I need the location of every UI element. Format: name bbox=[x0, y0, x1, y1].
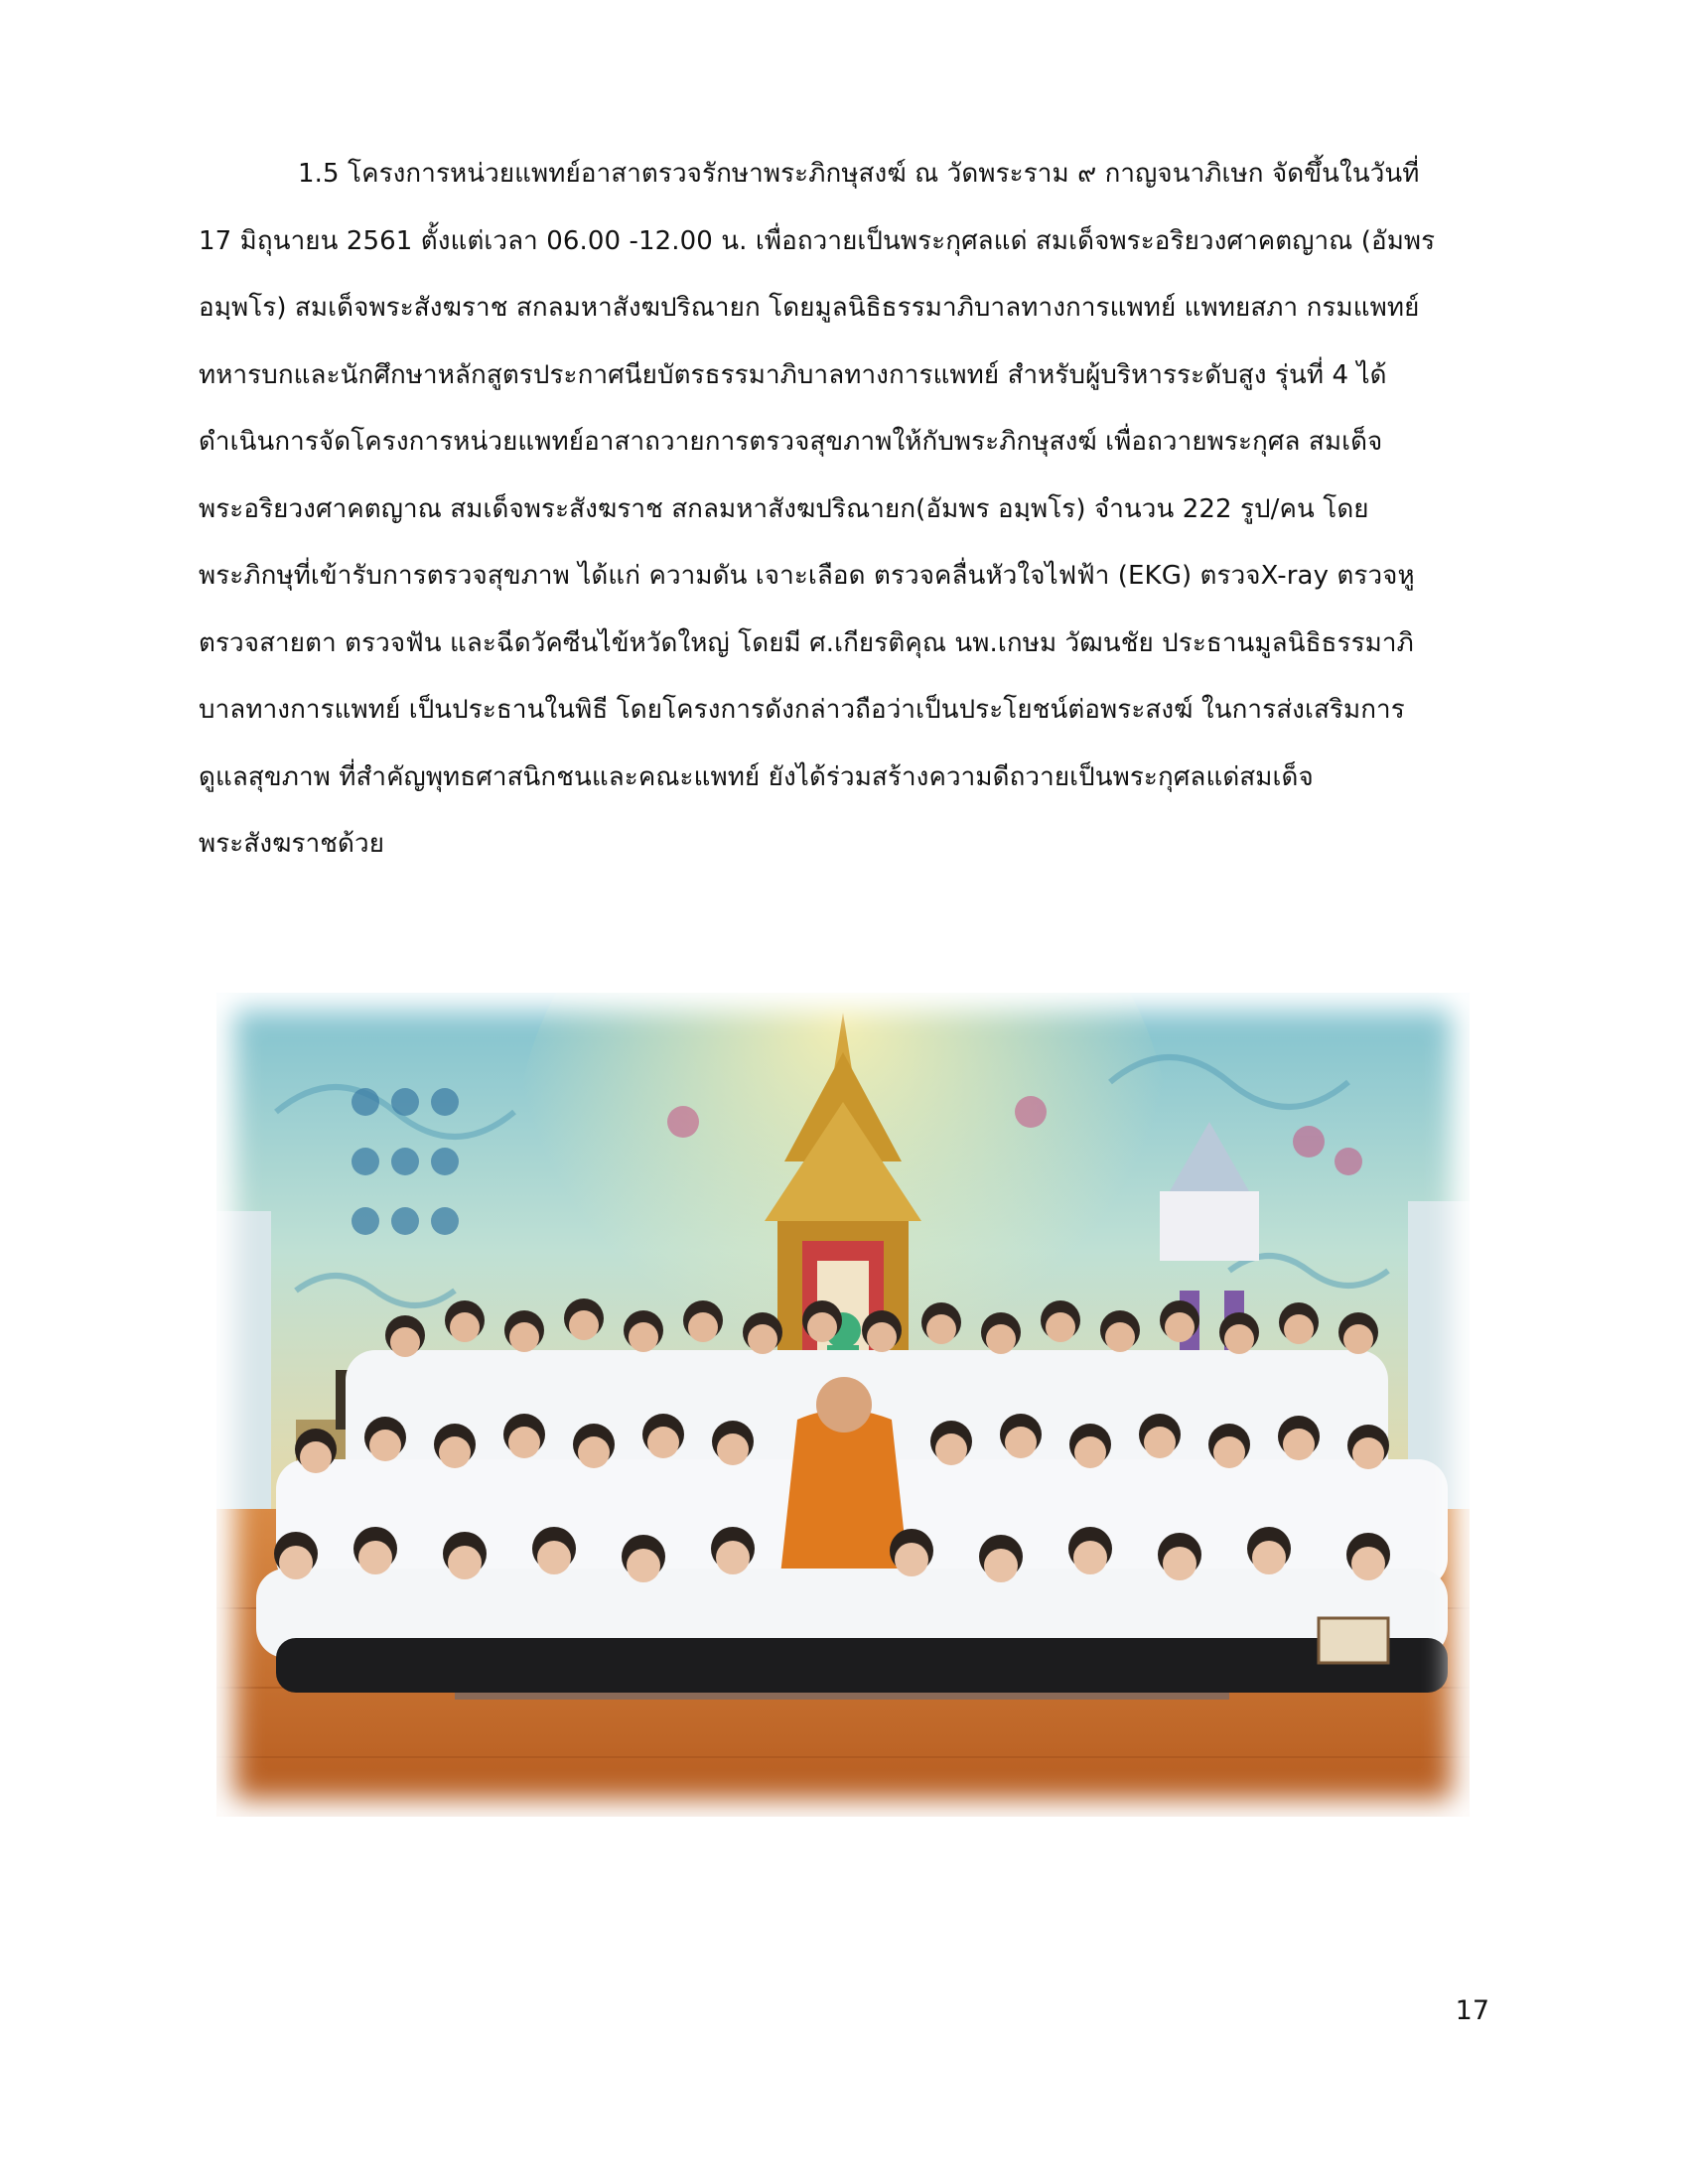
group-photo bbox=[216, 993, 1470, 1817]
group-photo-illustration bbox=[216, 993, 1470, 1817]
window-left bbox=[216, 1211, 271, 1529]
paragraph-line: ตรวจสายตา ตรวจฟัน และฉีดวัคซีนไข้หวัดใหญ่ โดยมี ศ.เกียรติคุณ นพ.เกษม วัฒนชัย ประธานมูลนิธิธรรมาภิ bbox=[199, 627, 1414, 658]
paragraph-line: อมฺพโร) สมเด็จพระสังฆราช สกลมหาสังฆปริณายก โดยมูลนิธิธรรมาภิบาลทางการแพทย์ แพทยสภา กรมแพทย์ bbox=[199, 293, 1420, 323]
paragraph-line: 17 มิถุนายน 2561 ตั้งแต่เวลา 06.00 -12.00 น. เพื่อถวายเป็นพระกุศลแด่ สมเด็จพระอริยวงศาคตญาณ (อัมพร bbox=[199, 225, 1436, 256]
paragraph-line: พระอริยวงศาคตญาณ สมเด็จพระสังฆราช สกลมหาสังฆปริณายก(อัมพร อมฺพโร) จำนวน 222 รูป/คน โดย bbox=[199, 493, 1369, 524]
paragraph-line: พระภิกษุที่เข้ารับการตรวจสุขภาพ ได้แก่ ความดัน เจาะเลือด ตรวจคลื่นหัวใจไฟฟ้า (EKG) ตรวจX-ray ตรวจหู bbox=[199, 561, 1415, 591]
body-paragraph bbox=[199, 141, 1489, 879]
paragraph-line: ดูแลสุขภาพ ที่สำคัญพุทธศาสนิกชนและคณะแพทย์ ยังได้ร่วมสร้างความดีถวายเป็นพระกุศลแด่สมเด็จ bbox=[199, 761, 1314, 792]
paragraph-line: 1.5 โครงการหน่วยแพทย์อาสาตรวจรักษาพระภิกษุสงฆ์ ณ วัดพระราม ๙ กาญจนาภิเษก จัดขึ้นในวันที่ bbox=[298, 159, 1420, 189]
page-number: 17 bbox=[1455, 1995, 1489, 2026]
paragraph-line: ทหารบกและนักศึกษาหลักสูตรประกาศนียบัตรธรรมาภิบาลทางการแพทย์ สำหรับผู้บริหารระดับสูง รุ่นที่ 4 ได้ bbox=[199, 359, 1387, 390]
paragraph-line: บาลทางการแพทย์ เป็นประธานในพิธี โดยโครงการดังกล่าวถือว่าเป็นประโยชน์ต่อพระสงฆ์ ในการส่งเสริมการ bbox=[199, 695, 1405, 725]
certificate bbox=[1319, 1618, 1388, 1663]
paragraph-line: ดำเนินการจัดโครงการหน่วยแพทย์อาสาถวายการตรวจสุขภาพให้กับพระภิกษุสงฆ์ เพื่อถวายพระกุศล สมเด็จ bbox=[199, 427, 1383, 457]
mural-angels-left bbox=[352, 1088, 459, 1235]
paragraph-line: พระสังฆราชด้วย bbox=[199, 829, 385, 859]
